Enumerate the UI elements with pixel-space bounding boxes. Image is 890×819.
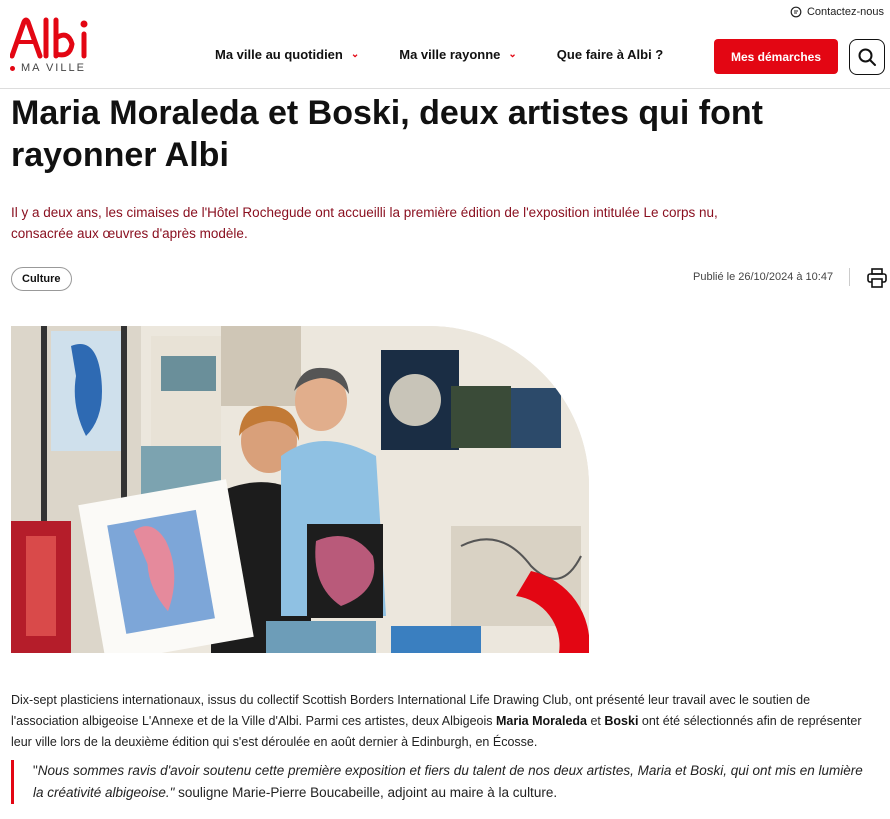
logo-dot	[10, 66, 15, 71]
paragraph-text: ont été sélectionnés afin de représenter leur ville lors de la deuxième édition qui s'est déroulée en août dernier à Edinburgh, en Écosse.	[11, 714, 862, 749]
paragraph-text: Dix-sept plasticiens internationaux, issus du collectif Scottish Borders International Life Drawing Club, ont présenté leur travail avec le soutien de l'association albigeoise L'Annexe et de la Ville d'Albi. Parmi ces artistes, deux Albigeois	[11, 693, 811, 728]
quote-text: Nous sommes ravis d'avoir soutenu cette première exposition et fiers du talent de nos deux artistes, Maria et Boski, qui ont mis en lumière la créativité albigeoise."	[33, 763, 863, 800]
category-tag[interactable]: Culture	[11, 267, 72, 291]
mes-demarches-button[interactable]: Mes démarches	[714, 39, 838, 74]
contact-link[interactable]	[790, 6, 884, 18]
article-photo	[11, 326, 589, 653]
logo-subtitle	[10, 62, 86, 74]
nav-label: Ma ville au quotidien	[215, 47, 343, 62]
publish-date: Publié le 26/10/2024 à 10:47	[693, 271, 834, 283]
quote-attribution: souligne Marie-Pierre Boucabeille, adjoint au maire à la culture.	[174, 785, 558, 800]
nav-item-quotidien[interactable]	[215, 47, 359, 62]
nav-item-que-faire[interactable]	[557, 47, 663, 62]
chevron-down-icon: ⌄	[350, 49, 360, 60]
search-button[interactable]	[849, 39, 885, 75]
paragraph-text: et	[587, 714, 605, 728]
article-paragraph	[11, 690, 871, 753]
main-nav	[215, 47, 703, 62]
nav-label: Que faire à Albi ?	[556, 47, 664, 62]
header-divider	[0, 88, 890, 89]
logo-wordmark	[10, 16, 100, 60]
divider	[849, 268, 850, 286]
photo-artists-illustration	[11, 326, 589, 653]
page-title: Maria Moraleda et Boski, deux artistes qui font rayonner Albi	[11, 94, 763, 174]
logo-sub-label: MA VILLE	[21, 62, 86, 74]
contact-label: Contactez-nous	[806, 6, 884, 18]
quote-mark: "	[33, 763, 38, 778]
artist-name: Boski	[604, 714, 639, 728]
nav-label: Ma ville rayonne	[399, 47, 501, 62]
print-icon	[866, 268, 888, 288]
article-quote	[11, 760, 871, 804]
article-lead: Il y a deux ans, les cimaises de l'Hôtel Rochegude ont accueilli la première édition de l'exposition intitulée Le corps nu, consacrée aux œuvres d'après modèle.	[11, 205, 718, 241]
search-icon	[857, 47, 877, 67]
nav-item-rayonne[interactable]	[399, 47, 517, 62]
artist-name: Maria Moraleda	[495, 714, 587, 728]
print-button[interactable]	[866, 268, 888, 288]
chat-icon	[790, 6, 802, 18]
albi-logo[interactable]	[10, 16, 100, 76]
chevron-down-icon: ⌄	[508, 49, 517, 60]
